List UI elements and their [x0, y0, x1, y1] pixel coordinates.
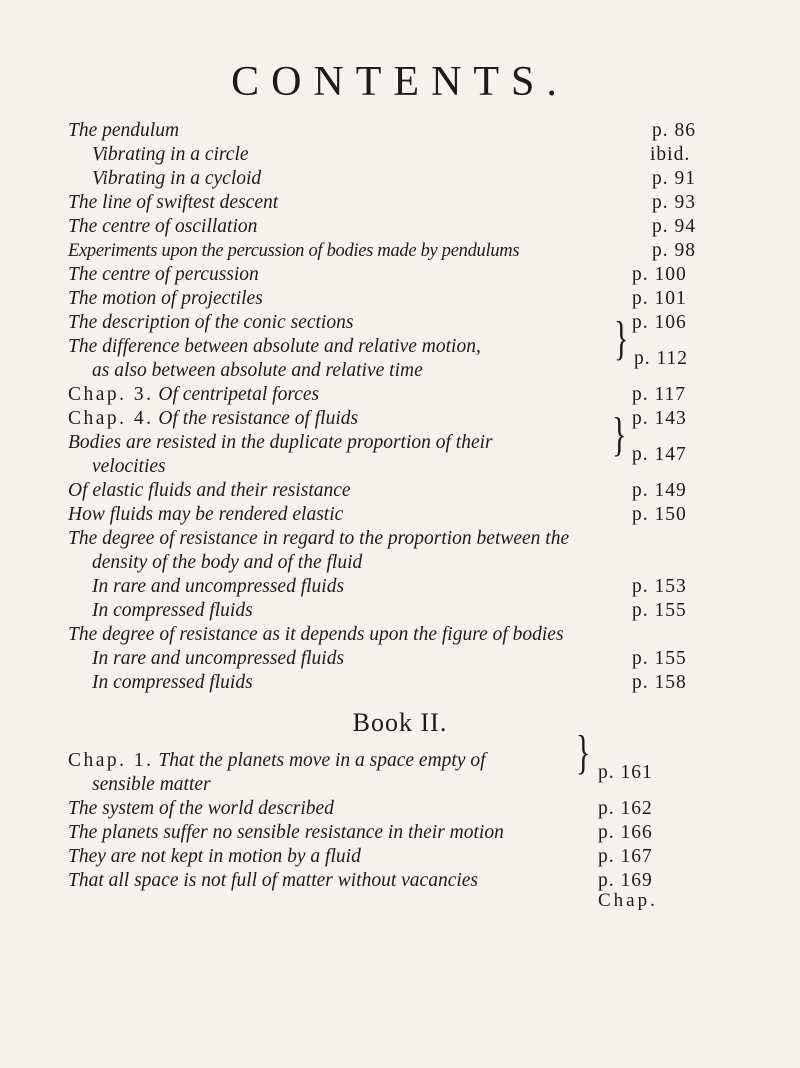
entry-11-text: Of the resistance of fluids	[158, 408, 359, 429]
entry-0-page: p. 86	[652, 120, 696, 141]
entry-9-page: p. 112	[634, 348, 689, 369]
entry-25-text: That all space is not full of matter without vacancies	[68, 870, 479, 891]
entry-14-text: How fluids may be rendered elastic	[68, 504, 344, 525]
entry-10	[68, 382, 319, 408]
entry-22-text: The system of the world described	[68, 798, 334, 819]
entry-21-chap: Chap. 1.	[68, 750, 154, 771]
entry-5-page: p. 98	[652, 240, 696, 261]
entry-11	[68, 406, 358, 432]
entry-24-page: p. 167	[598, 846, 653, 867]
entry-7-text: The motion of projectiles	[68, 288, 263, 309]
entry-8-page: p. 106	[632, 312, 687, 333]
entry-18-text: The degree of resistance as it depends upon the figure of bodies	[68, 624, 564, 645]
entry-21-text: That the planets move in a space empty of	[158, 750, 486, 771]
entry-9-text: The difference between absolute and relative motion,	[68, 336, 481, 357]
entry-1-text: Vibrating in a circle	[92, 144, 249, 165]
entry-2-page: p. 91	[652, 168, 696, 189]
entry-20-text: In compressed fluids	[92, 672, 253, 693]
entry-15-text: The degree of resistance in regard to the proportion between the	[68, 528, 570, 549]
entry-24-text: They are not kept in motion by a fluid	[68, 846, 361, 867]
book-heading: Book II.	[352, 708, 448, 737]
entry-23-page: p. 166	[598, 822, 653, 843]
entry-23-text: The planets suffer no sensible resistance in their motion	[68, 822, 504, 843]
entry-8-text: The description of the conic sections	[68, 312, 354, 333]
entry-17-text: In compressed fluids	[92, 600, 253, 621]
entry-10-chap: Chap. 3.	[68, 384, 154, 405]
entry-10-page: p. 117	[632, 384, 687, 405]
entry-13-text: Of elastic fluids and their resistance	[68, 480, 351, 501]
entry-6-text: The centre of percussion	[68, 264, 259, 285]
entry-5-text: Experiments upon the percussion of bodies made by pendulums	[68, 241, 520, 261]
entry-15-text2: density of the body and of the fluid	[92, 552, 363, 573]
entry-4-text: The centre of oscillation	[68, 216, 258, 237]
entry-21-page: p. 161	[598, 762, 653, 783]
entry-12-text: Bodies are resisted in the duplicate proportion of their	[68, 432, 493, 453]
entry-22-page: p. 162	[598, 798, 653, 819]
entry-3-page: p. 93	[652, 192, 696, 213]
entry-7-page: p. 101	[632, 288, 687, 309]
entry-3-text: The line of swiftest descent	[68, 192, 279, 213]
entry-12-page: p. 147	[632, 444, 687, 465]
entry-0-text: The pendulum	[68, 120, 180, 141]
entry-16-page: p. 153	[632, 576, 687, 597]
entry-10-text: Of centripetal forces	[158, 384, 320, 405]
entry-16-text: In rare and uncompressed fluids	[92, 576, 345, 597]
entry-1-page: ibid.	[650, 144, 691, 165]
entry-2-text: Vibrating in a cycloid	[92, 168, 262, 189]
catchword: Chap.	[598, 890, 658, 911]
entry-20-page: p. 158	[632, 672, 687, 693]
entry-12-text2: velocities	[92, 456, 166, 477]
entry-19-text: In rare and uncompressed fluids	[92, 648, 345, 669]
entry-14-page: p. 150	[632, 504, 687, 525]
entry-9-text2: as also between absolute and relative time	[92, 360, 423, 381]
entry-13-page: p. 149	[632, 480, 687, 501]
entry-25-page: p. 169	[598, 870, 653, 891]
entry-11-page: p. 143	[632, 408, 687, 429]
page-heading: CONTENTS.	[231, 59, 569, 105]
entry-21	[68, 748, 486, 774]
brace: }	[614, 312, 629, 366]
entry-21-text2: sensible matter	[92, 774, 211, 795]
entry-6-page: p. 100	[632, 264, 687, 285]
brace: }	[576, 726, 591, 780]
entry-19-page: p. 155	[632, 648, 687, 669]
entry-4-page: p. 94	[652, 216, 696, 237]
brace: }	[612, 408, 627, 462]
entry-11-chap: Chap. 4.	[68, 408, 154, 429]
entry-17-page: p. 155	[632, 600, 687, 621]
